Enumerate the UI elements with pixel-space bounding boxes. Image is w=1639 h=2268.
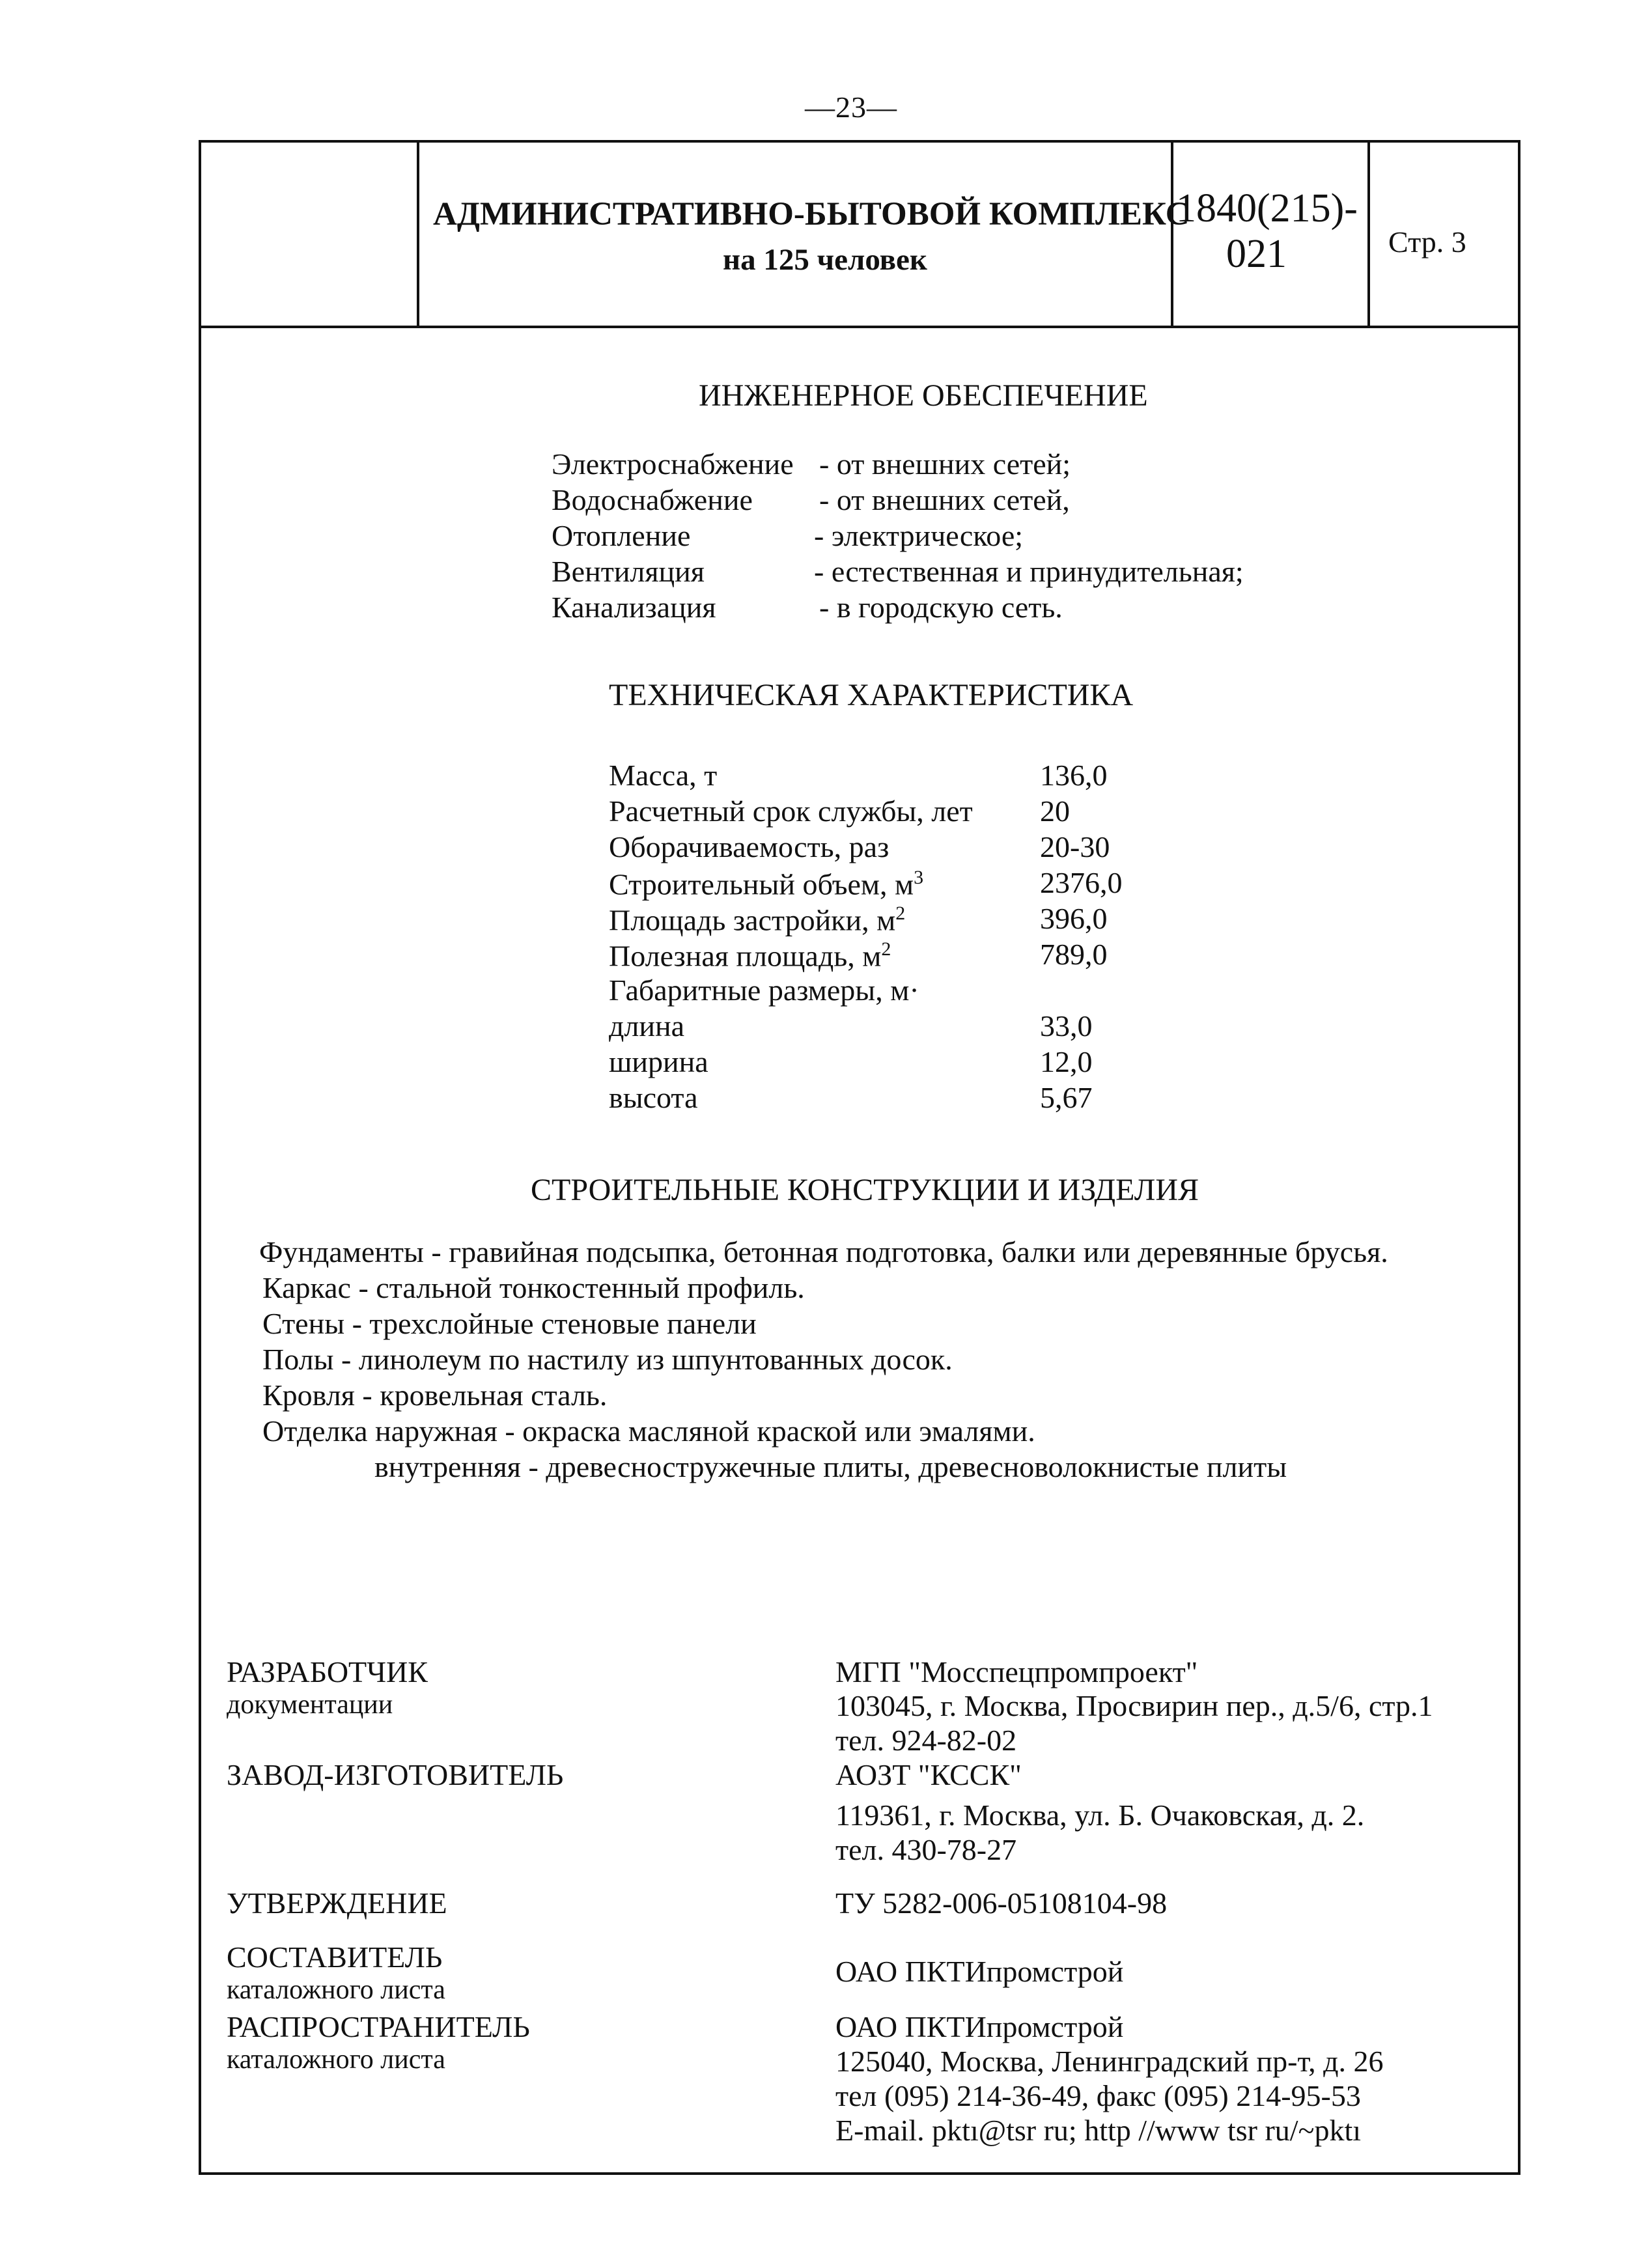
engineering-name: Электроснабжение	[552, 447, 794, 481]
technical-value: 789,0	[1040, 938, 1108, 971]
engineering-name: Отопление	[552, 519, 691, 552]
compiler-label: СОСТАВИТЕЛЬ	[227, 1940, 443, 1974]
technical-label: Площадь застройки, м	[609, 903, 896, 937]
construction-line: Полы - линолеум по настилу из шпунтованных досок.	[262, 1343, 953, 1376]
technical-label: Строительный объем, м	[609, 867, 914, 901]
unit-exponent: 2	[881, 938, 891, 960]
developer-sublabel: документации	[227, 1690, 393, 1720]
engineering-value: - от внешних сетей,	[819, 483, 1070, 516]
technical-value: 33,0	[1040, 1009, 1093, 1043]
developer-address: 103045, г. Москва, Просвирин пер., д.5/6, стр.1	[835, 1689, 1433, 1722]
distributor-label: РАСПРОСТРАНИТЕЛЬ	[227, 2010, 530, 2043]
technical-value: 5,67	[1040, 1081, 1093, 1114]
distributor-sublabel: каталожного листа	[227, 2045, 445, 2075]
construction-line: Стены - трехслойные стеновые панели	[262, 1307, 757, 1340]
document-code-line1: 1840(215)-	[1176, 186, 1358, 231]
technical-label: высота	[609, 1081, 698, 1114]
technical-value: 12,0	[1040, 1045, 1093, 1078]
developer-name: МГП "Мосспецпромпроект"	[835, 1655, 1198, 1688]
distributor-name: ОАО ПКТИпромстрой	[835, 2010, 1124, 2043]
construction-line-indented: внутренняя - древесностружечные плиты, древесноволокнистые плиты	[374, 1450, 1287, 1483]
engineering-value: - в городскую сеть.	[819, 591, 1063, 624]
technical-label-row	[609, 868, 923, 899]
technical-value: 396,0	[1040, 902, 1108, 935]
compiler-sublabel: каталожного листа	[227, 1975, 445, 2005]
engineering-title: ИНЖЕНЕРНОЕ ОБЕСПЕЧЕНИЕ	[699, 378, 1148, 413]
engineering-value: - электрическое;	[814, 519, 1024, 552]
page-number: —23—	[805, 91, 897, 124]
distributor-address: 125040, Москва, Ленинградский пр-т, д. 26	[835, 2045, 1384, 2078]
technical-label: ширина	[609, 1045, 708, 1078]
unit-exponent: 2	[895, 903, 906, 924]
engineering-name: Водоснабжение	[552, 483, 753, 516]
document-code-line2: 021	[1226, 232, 1287, 276]
document-frame	[199, 140, 1520, 2175]
technical-title: ТЕХНИЧЕСКАЯ ХАРАКТЕРИСТИКА	[609, 678, 1134, 712]
document-subtitle: на 125 человек	[723, 243, 927, 277]
technical-label: Масса, т	[609, 759, 718, 792]
engineering-name: Канализация	[552, 591, 716, 624]
construction-title: СТРОИТЕЛЬНЫЕ КОНСТРУКЦИИ И ИЗДЕЛИЯ	[531, 1173, 1199, 1207]
compiler-value: ОАО ПКТИпромстрой	[835, 1955, 1124, 1988]
manufacturer-address: 119361, г. Москва, ул. Б. Очаковская, д. 2.	[835, 1799, 1365, 1832]
header-divider	[199, 326, 1520, 328]
construction-line: Каркас - стальной тонкостенный профиль.	[262, 1271, 805, 1304]
manufacturer-label: ЗАВОД-ИЗГОТОВИТЕЛЬ	[227, 1758, 564, 1791]
technical-label: Габаритные размеры, м·	[609, 973, 919, 1007]
technical-value: 2376,0	[1040, 866, 1123, 899]
manufacturer-name: АОЗТ "КССК"	[835, 1758, 1022, 1791]
technical-label-row	[609, 940, 891, 971]
construction-line: Кровля - кровельная сталь.	[262, 1379, 608, 1412]
developer-phone: тел. 924-82-02	[835, 1724, 1017, 1757]
construction-line: Фундаменты - гравийная подсыпка, бетонная подготовка, балки или деревянные брусья.	[259, 1235, 1388, 1268]
engineering-value: - от внешних сетей;	[819, 447, 1071, 481]
distributor-phone: тел (095) 214-36-49, факс (095) 214-95-53	[835, 2079, 1361, 2112]
developer-label: РАЗРАБОТЧИК	[227, 1655, 428, 1688]
engineering-value: - естественная и принудительная;	[814, 555, 1244, 588]
header-divider-v1	[417, 140, 419, 327]
technical-label: Полезная площадь, м	[609, 939, 882, 973]
distributor-contact: E-mail. pktı@tsr ru; http //www tsr ru/~pktı	[835, 2114, 1362, 2147]
unit-exponent: 3	[914, 867, 924, 888]
technical-value: 20	[1040, 794, 1070, 828]
document-title: АДМИНИСТРАТИВНО-БЫТОВОЙ КОМПЛЕКС	[433, 196, 1190, 232]
manufacturer-phone: тел. 430-78-27	[835, 1833, 1017, 1866]
technical-value: 136,0	[1040, 759, 1108, 792]
technical-label: длина	[609, 1009, 685, 1043]
construction-line: Отделка наружная - окраска масляной краской или эмалями.	[262, 1414, 1035, 1448]
technical-value: 20-30	[1040, 830, 1110, 863]
engineering-name: Вентиляция	[552, 555, 705, 588]
page-label: Стр. 3	[1388, 225, 1466, 259]
header-divider-v2	[1171, 140, 1173, 327]
header-divider-v3	[1367, 140, 1370, 327]
technical-label: Оборачиваемость, раз	[609, 830, 890, 863]
approval-value: ТУ 5282-006-05108104-98	[835, 1886, 1168, 1920]
technical-label-row	[609, 904, 905, 935]
technical-label: Расчетный срок службы, лет	[609, 794, 973, 828]
approval-label: УТВЕРЖДЕНИЕ	[227, 1886, 447, 1920]
